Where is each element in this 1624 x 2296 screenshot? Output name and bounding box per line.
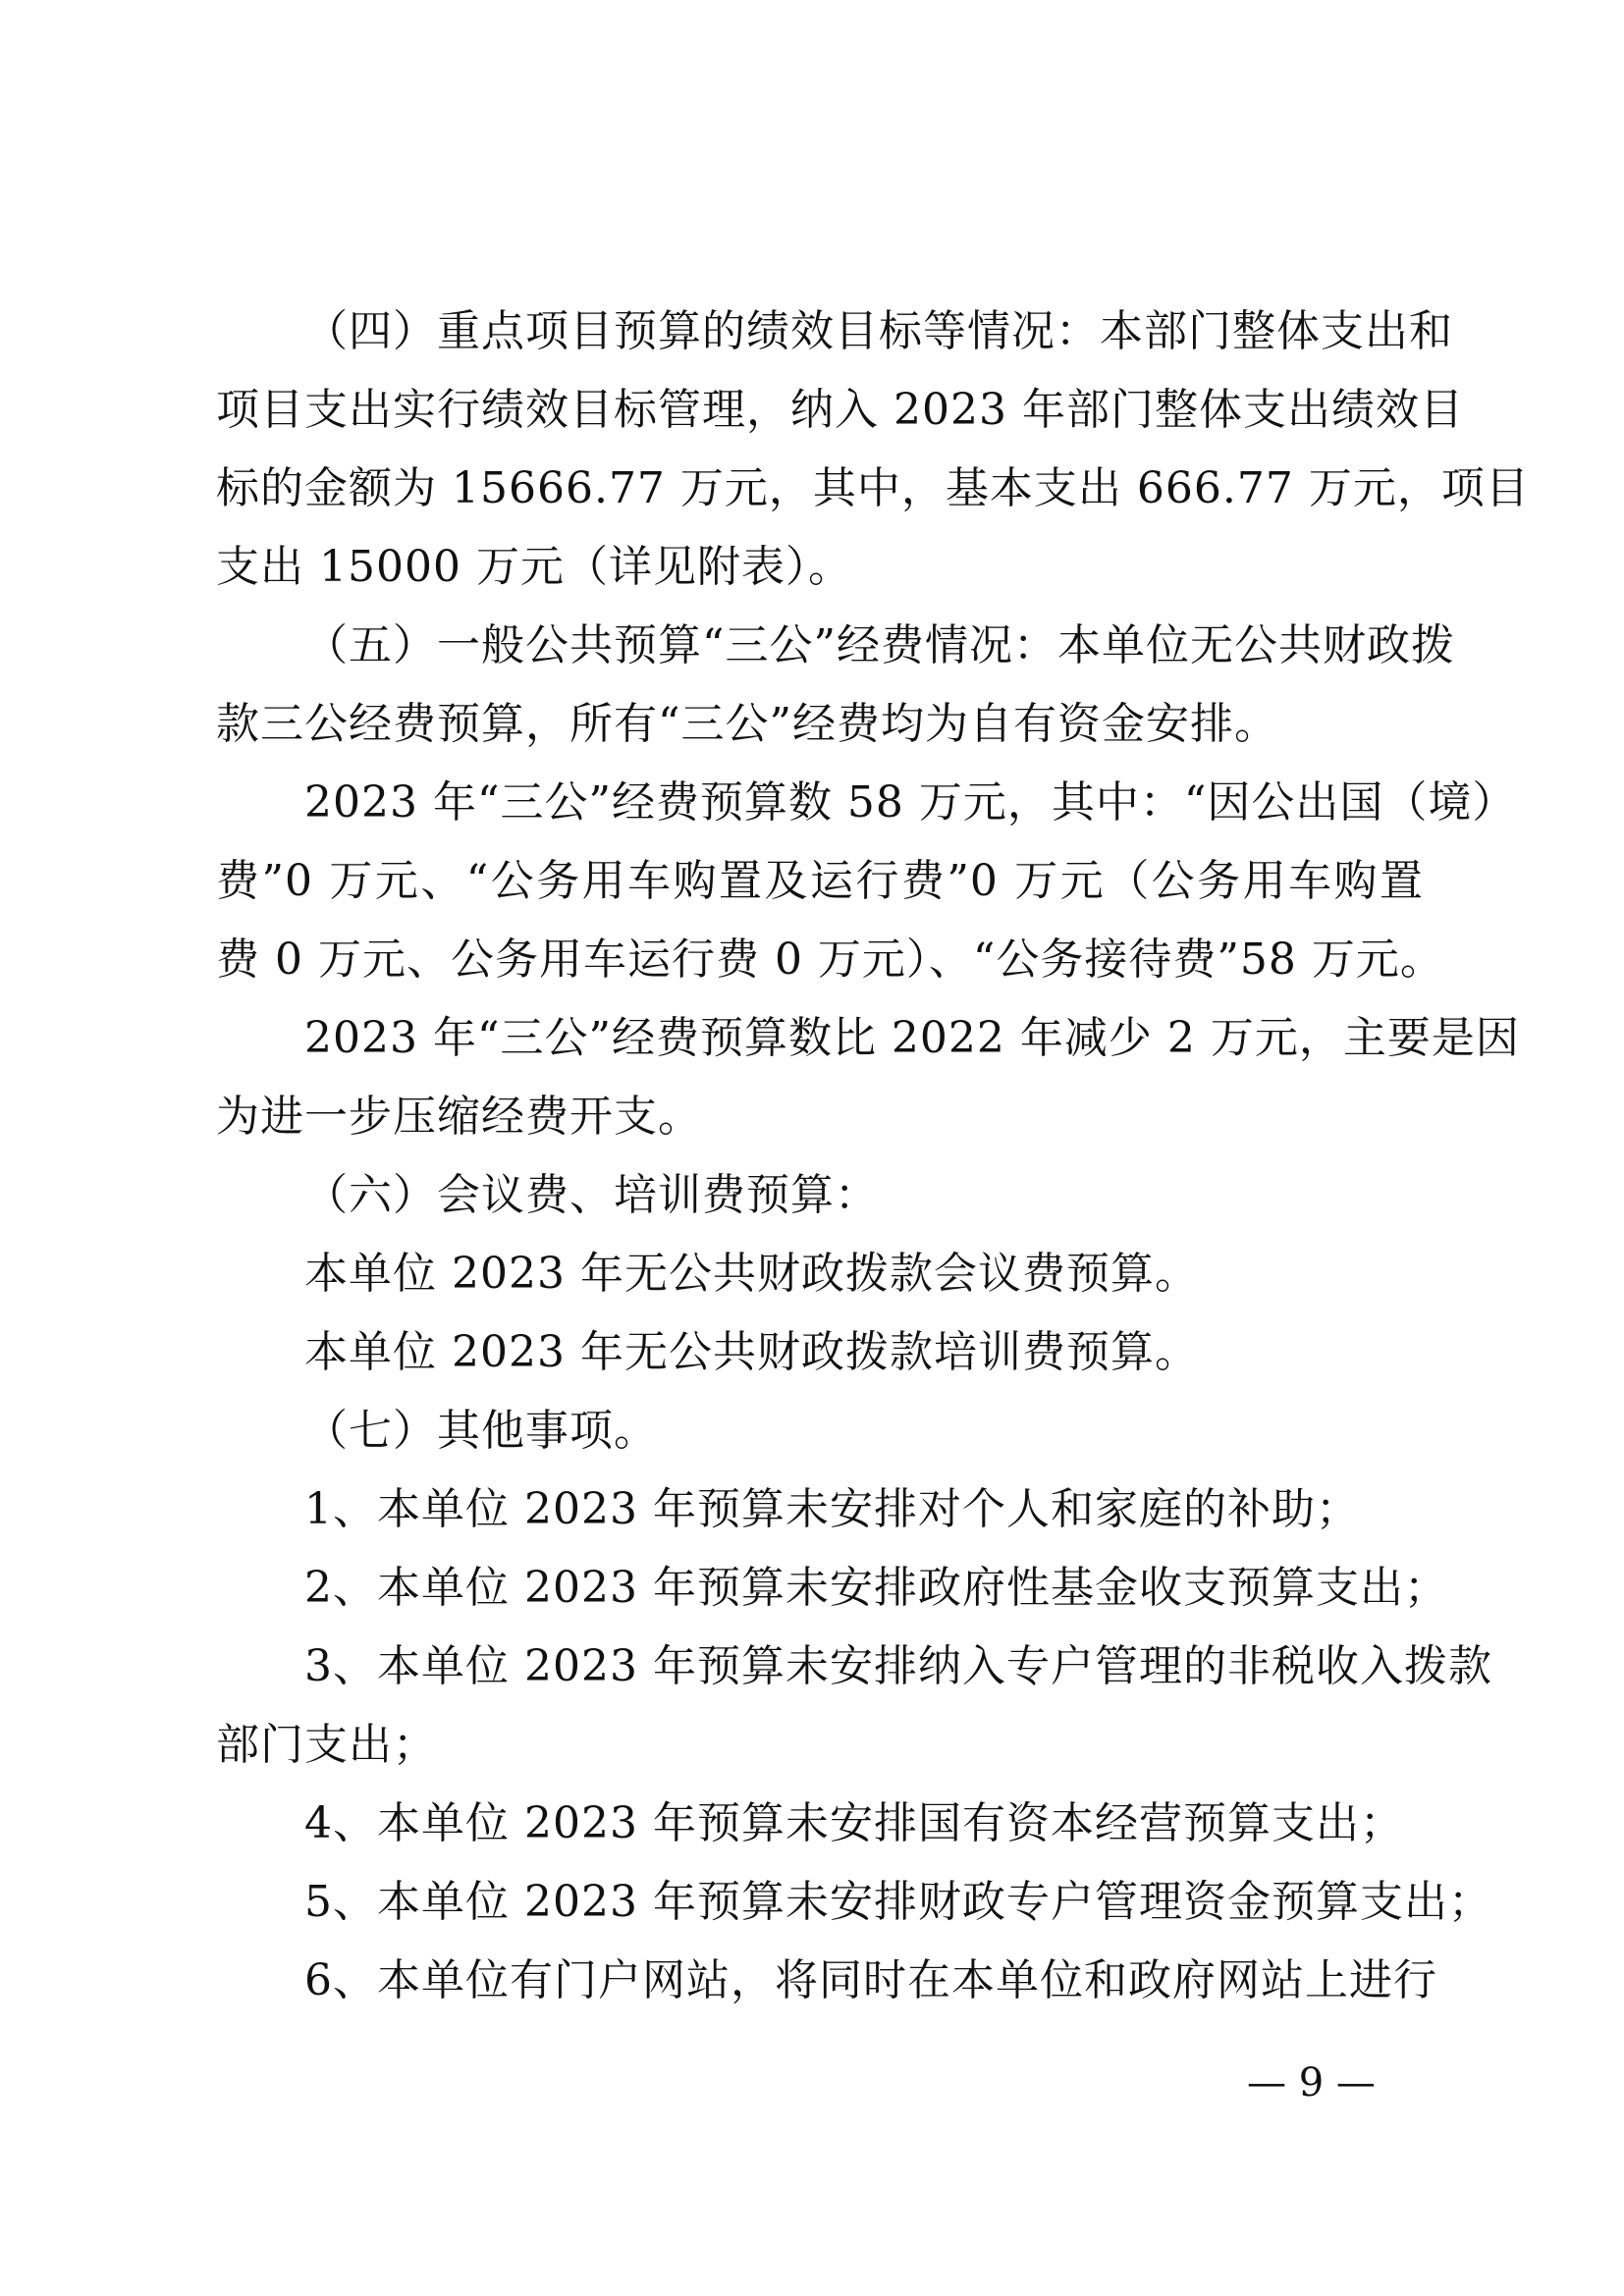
para5-detail-line-1: 2023 年“三公”经费预算数 58 万元，其中：“因公出国（境） [304,777,1517,828]
para7-item-2: 2、本单位 2023 年预算未安排政府性基金收支预算支出； [304,1563,1448,1613]
para7-item-6: 6、本单位有门户网站，将同时在本单位和政府网站上进行 [304,1955,1437,2005]
para5-compare-line-1: 2023 年“三公”经费预算数比 2022 年减少 2 万元，主要是因 [304,1013,1520,1063]
para5-line-1: （五）一般公共预算“三公”经费情况：本单位无公共财政拨 [304,620,1455,670]
para4-line-2: 项目支出实行绩效目标管理，纳入 2023 年部门整体支出绩效目 [216,385,1464,435]
para4-line-3: 标的金额为 15666.77 万元，其中，基本支出 666.77 万元，项目 [216,463,1530,513]
para7-item-3-line-1: 3、本单位 2023 年预算未安排纳入专户管理的非税收入拨款 [304,1641,1492,1691]
para4-line-4: 支出 15000 万元（详见附表）。 [216,542,852,592]
para6-meeting: 本单位 2023 年无公共财政拨款会议费预算。 [304,1249,1199,1299]
para7-item-1: 1、本单位 2023 年预算未安排对个人和家庭的补助； [304,1484,1360,1534]
para7-item-5: 5、本单位 2023 年预算未安排财政专户管理资金预算支出； [304,1877,1492,1927]
para6-heading: （六）会议费、培训费预算： [304,1170,879,1220]
para6-training: 本单位 2023 年无公共财政拨款培训费预算。 [304,1327,1199,1377]
para5-detail-line-2: 费”0 万元、“公务用车购置及运行费”0 万元（公务用车购置 [216,856,1424,906]
para7-item-3-line-2: 部门支出； [216,1720,437,1770]
page-number: — 9 — [1247,2060,1376,2106]
para5-compare-line-2: 为进一步压缩经费开支。 [216,1092,702,1142]
para5-detail-line-3: 费 0 万元、公务用车运行费 0 万元）、“公务接待费”58 万元。 [216,934,1444,985]
para5-line-2: 款三公经费预算，所有“三公”经费均为自有资金安排。 [216,699,1278,749]
para4-line-1: （四）重点项目预算的绩效目标等情况：本部门整体支出和 [304,306,1453,356]
para7-item-4: 4、本单位 2023 年预算未安排国有资本经营预算支出； [304,1798,1404,1848]
para7-heading: （七）其他事项。 [304,1406,658,1456]
